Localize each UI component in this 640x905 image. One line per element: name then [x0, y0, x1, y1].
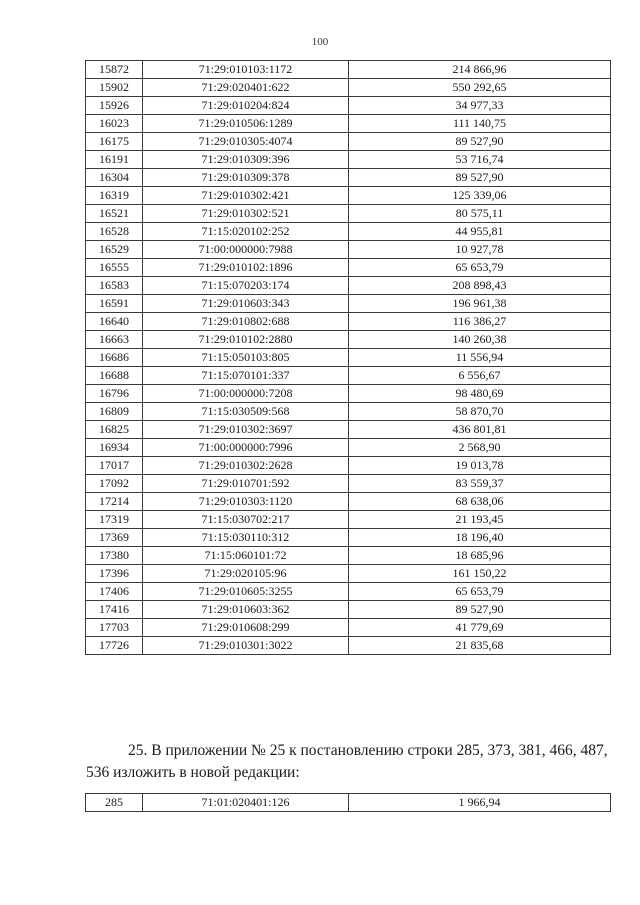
table-row: [86, 403, 611, 421]
row-id-cell: 17214: [86, 493, 143, 511]
table-row: [86, 385, 611, 403]
cadastral-number-cell: 71:29:010309:378: [143, 169, 349, 187]
table-row: [86, 115, 611, 133]
cadastral-value-cell: 89 527,90: [349, 133, 611, 151]
cadastral-number-cell: 71:15:030110:312: [143, 529, 349, 547]
cadastral-number-cell: 71:15:030509:568: [143, 403, 349, 421]
cadastral-value-cell: 116 386,27: [349, 313, 611, 331]
table-row: [86, 583, 611, 601]
row-id-cell: 16191: [86, 151, 143, 169]
table-row: [86, 511, 611, 529]
cadastral-number-cell: 71:29:010103:1172: [143, 61, 349, 79]
cadastral-value-table: [85, 60, 611, 655]
row-id-cell: 16809: [86, 403, 143, 421]
cadastral-value-cell: 11 556,94: [349, 349, 611, 367]
table-row: [86, 97, 611, 115]
amended-table-row: [86, 794, 611, 812]
table-row: [86, 349, 611, 367]
cadastral-value-cell: 111 140,75: [349, 115, 611, 133]
table-row: [86, 439, 611, 457]
row-id-cell: 16529: [86, 241, 143, 259]
table-row: [86, 61, 611, 79]
cadastral-value-cell: 18 196,40: [349, 529, 611, 547]
cadastral-number-cell: 71:15:070203:174: [143, 277, 349, 295]
table-row: [86, 79, 611, 97]
row-id-cell: 16796: [86, 385, 143, 403]
table-row: [86, 295, 611, 313]
row-id-cell: 16686: [86, 349, 143, 367]
cadastral-value-cell: 89 527,90: [349, 169, 611, 187]
cadastral-value-cell: 125 339,06: [349, 187, 611, 205]
cadastral-value-cell: 34 977,33: [349, 97, 611, 115]
table-row: [86, 331, 611, 349]
table-row: [86, 241, 611, 259]
table-row: [86, 151, 611, 169]
cadastral-value-cell: 436 801,81: [349, 421, 611, 439]
row-id-cell: 16583: [86, 277, 143, 295]
table-row: [86, 547, 611, 565]
row-id-cell: 16663: [86, 331, 143, 349]
row-id-cell: 16934: [86, 439, 143, 457]
cadastral-number-cell: 71:29:010301:3022: [143, 637, 349, 655]
cadastral-value-cell: 53 716,74: [349, 151, 611, 169]
cadastral-number-cell: 71:29:010102:1896: [143, 259, 349, 277]
table-row: [86, 421, 611, 439]
table-row: [86, 277, 611, 295]
cadastral-number-cell: 71:00:000000:7988: [143, 241, 349, 259]
row-id-cell: 16688: [86, 367, 143, 385]
cadastral-value-cell: 65 653,79: [349, 583, 611, 601]
cadastral-number-cell: 71:29:010302:3697: [143, 421, 349, 439]
row-id-cell: 17369: [86, 529, 143, 547]
table-row: [86, 169, 611, 187]
cadastral-number-cell: 71:29:010603:362: [143, 601, 349, 619]
cadastral-value-cell: 214 866,96: [349, 61, 611, 79]
page-number: 100: [311, 36, 329, 48]
paragraph-text: В приложении № 25 к постановлению строки 285, 373, 381, 466, 487, 536 изложить в новой редакции:: [86, 742, 608, 781]
row-id-cell: 16175: [86, 133, 143, 151]
cadastral-number-cell: 71:15:070101:337: [143, 367, 349, 385]
row-id-cell: 16591: [86, 295, 143, 313]
row-id-cell: 285: [86, 794, 143, 812]
table-row: [86, 619, 611, 637]
cadastral-value-cell: 140 260,38: [349, 331, 611, 349]
table-row: [86, 133, 611, 151]
row-id-cell: 17406: [86, 583, 143, 601]
cadastral-value-cell: 21 193,45: [349, 511, 611, 529]
row-id-cell: 16319: [86, 187, 143, 205]
cadastral-value-cell: 98 480,69: [349, 385, 611, 403]
cadastral-value-cell: 68 638,06: [349, 493, 611, 511]
row-id-cell: 15902: [86, 79, 143, 97]
row-id-cell: 17726: [86, 637, 143, 655]
amended-rows-table: [85, 793, 611, 812]
cadastral-value-cell: 208 898,43: [349, 277, 611, 295]
row-id-cell: 16521: [86, 205, 143, 223]
row-id-cell: 16528: [86, 223, 143, 241]
table-row: [86, 457, 611, 475]
amended-table-body: [86, 794, 611, 812]
cadastral-number-cell: 71:29:010302:521: [143, 205, 349, 223]
row-id-cell: 16304: [86, 169, 143, 187]
cadastral-number-cell: 71:29:010303:1120: [143, 493, 349, 511]
table-row: [86, 637, 611, 655]
paragraph-number: 25.: [128, 742, 148, 759]
cadastral-value-cell: 550 292,65: [349, 79, 611, 97]
cadastral-value-cell: 2 568,90: [349, 439, 611, 457]
cadastral-value-cell: 18 685,96: [349, 547, 611, 565]
cadastral-value-cell: 161 150,22: [349, 565, 611, 583]
row-id-cell: 17396: [86, 565, 143, 583]
cadastral-number-cell: 71:29:010302:421: [143, 187, 349, 205]
cadastral-number-cell: 71:01:020401:126: [143, 794, 349, 812]
table-row: [86, 187, 611, 205]
row-id-cell: 16555: [86, 259, 143, 277]
row-id-cell: 16023: [86, 115, 143, 133]
row-id-cell: 17017: [86, 457, 143, 475]
table-row: [86, 493, 611, 511]
cadastral-value-cell: 6 556,67: [349, 367, 611, 385]
cadastral-number-cell: 71:29:010605:3255: [143, 583, 349, 601]
cadastral-number-cell: 71:29:010309:396: [143, 151, 349, 169]
cadastral-value-cell: 1 966,94: [349, 794, 611, 812]
table-row: [86, 223, 611, 241]
cadastral-number-cell: 71:29:010701:592: [143, 475, 349, 493]
cadastral-number-cell: 71:29:010603:343: [143, 295, 349, 313]
cadastral-number-cell: 71:29:020401:622: [143, 79, 349, 97]
table-row: [86, 529, 611, 547]
cadastral-number-cell: 71:29:010204:824: [143, 97, 349, 115]
cadastral-value-cell: 89 527,90: [349, 601, 611, 619]
table-row: [86, 601, 611, 619]
cadastral-number-cell: 71:15:050103:805: [143, 349, 349, 367]
row-id-cell: 16825: [86, 421, 143, 439]
cadastral-number-cell: 71:15:030702:217: [143, 511, 349, 529]
table-row: [86, 475, 611, 493]
cadastral-value-cell: 196 961,38: [349, 295, 611, 313]
cadastral-value-cell: 65 653,79: [349, 259, 611, 277]
cadastral-value-cell: 19 013,78: [349, 457, 611, 475]
table-body: [86, 61, 611, 655]
cadastral-number-cell: 71:15:020102:252: [143, 223, 349, 241]
cadastral-number-cell: 71:29:010802:688: [143, 313, 349, 331]
amendment-paragraph: [86, 740, 608, 784]
cadastral-value-cell: 83 559,37: [349, 475, 611, 493]
table-row: [86, 259, 611, 277]
cadastral-value-cell: 21 835,68: [349, 637, 611, 655]
table-row: [86, 205, 611, 223]
cadastral-value-cell: 58 870,70: [349, 403, 611, 421]
cadastral-number-cell: 71:29:010608:299: [143, 619, 349, 637]
row-id-cell: 17319: [86, 511, 143, 529]
row-id-cell: 15926: [86, 97, 143, 115]
table-row: [86, 313, 611, 331]
cadastral-number-cell: 71:00:000000:7208: [143, 385, 349, 403]
cadastral-number-cell: 71:29:010305:4074: [143, 133, 349, 151]
row-id-cell: 17703: [86, 619, 143, 637]
cadastral-value-cell: 80 575,11: [349, 205, 611, 223]
cadastral-value-cell: 44 955,81: [349, 223, 611, 241]
cadastral-value-cell: 41 779,69: [349, 619, 611, 637]
cadastral-number-cell: 71:15:060101:72: [143, 547, 349, 565]
row-id-cell: 17380: [86, 547, 143, 565]
row-id-cell: 17092: [86, 475, 143, 493]
row-id-cell: 17416: [86, 601, 143, 619]
cadastral-number-cell: 71:29:010302:2628: [143, 457, 349, 475]
cadastral-value-cell: 10 927,78: [349, 241, 611, 259]
table-row: [86, 367, 611, 385]
table-row: [86, 565, 611, 583]
row-id-cell: 15872: [86, 61, 143, 79]
cadastral-number-cell: 71:00:000000:7996: [143, 439, 349, 457]
cadastral-number-cell: 71:29:010506:1289: [143, 115, 349, 133]
row-id-cell: 16640: [86, 313, 143, 331]
cadastral-number-cell: 71:29:020105:96: [143, 565, 349, 583]
cadastral-number-cell: 71:29:010102:2880: [143, 331, 349, 349]
